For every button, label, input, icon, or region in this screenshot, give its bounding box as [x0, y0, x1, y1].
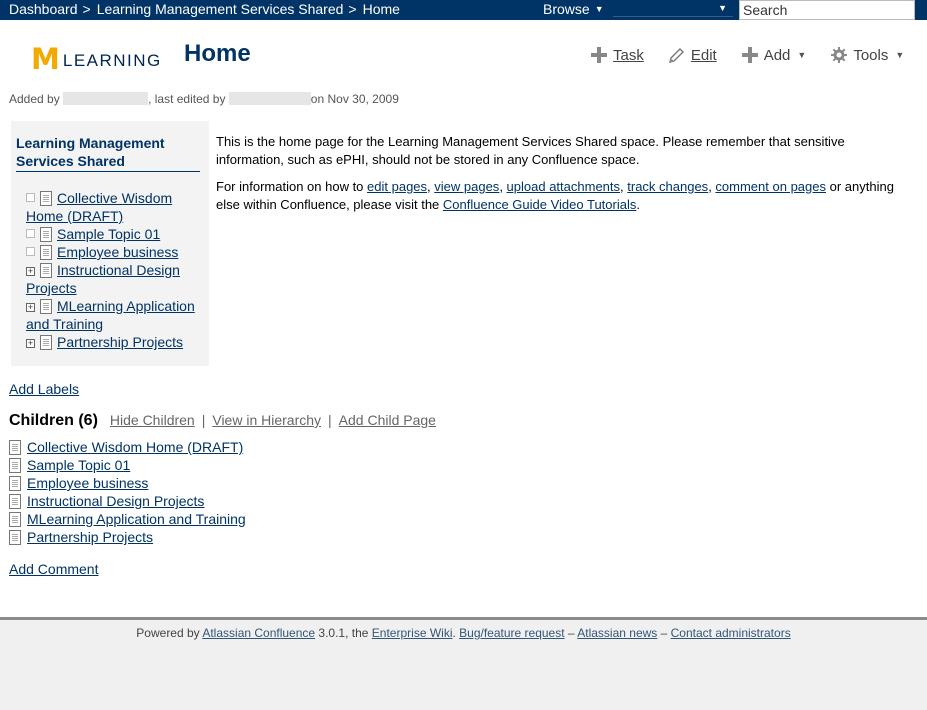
top-navigation-bar	[0, 0, 927, 20]
tree-item	[16, 333, 201, 351]
breadcrumb-dashboard[interactable]: Dashboard	[9, 1, 78, 17]
browse-label: Browse	[543, 1, 590, 17]
chevron-down-icon: ▼	[718, 3, 727, 13]
page-content	[216, 133, 906, 223]
tree-item	[16, 243, 201, 261]
add-comment-link[interactable]: Add Comment	[9, 561, 99, 577]
redacted-editor	[229, 92, 311, 105]
edit-button[interactable]	[668, 46, 717, 64]
expand-icon[interactable]: +	[27, 266, 34, 276]
link-upload-attachments[interactable]: upload attachments	[506, 179, 621, 194]
help-paragraph: For information on how to edit pages, view pages, upload attachments, track changes, comment on pages or anything else within Confluence, please visit the Confluence Guide Video Tutorials.	[216, 179, 894, 212]
task-button[interactable]	[590, 46, 644, 64]
page-actions	[590, 46, 927, 64]
list-item	[9, 492, 436, 510]
expand-icon[interactable]: +	[27, 302, 34, 312]
child-link[interactable]: Collective Wisdom Home (DRAFT)	[27, 439, 244, 455]
browse-menu[interactable]	[543, 1, 604, 17]
tree-link-mlearning-application[interactable]: MLearning Application and Training	[26, 298, 195, 332]
footer-bug-request-link[interactable]: Bug/feature request	[459, 626, 565, 640]
page-icon	[40, 245, 52, 260]
link-track-changes[interactable]: track changes	[627, 179, 709, 194]
breadcrumb-home[interactable]: Home	[362, 1, 400, 17]
logo-letter: M	[31, 42, 59, 76]
tree-link-instructional-design[interactable]: Instructional Design Projects	[26, 262, 180, 296]
help-text-prefix: For information on how to	[216, 179, 368, 194]
list-item	[9, 474, 436, 492]
help-text-middle: or anything else within Confluence, please visit the	[216, 179, 894, 212]
tree-toggle	[26, 229, 35, 238]
breadcrumb-space[interactable]: Learning Management Services Shared	[96, 1, 344, 17]
edit-label: Edit	[690, 46, 717, 64]
page-icon	[40, 191, 52, 206]
expand-icon[interactable]: +	[27, 338, 34, 348]
breadcrumb	[9, 1, 400, 17]
mlearning-logo[interactable]	[31, 42, 162, 76]
chevron-down-icon: ▼	[797, 50, 807, 60]
tree-link-sample-topic[interactable]: Sample Topic 01	[57, 226, 161, 242]
children-header	[9, 412, 436, 430]
link-guide-video-tutorials[interactable]: Confluence Guide Video Tutorials	[442, 197, 637, 212]
chevron-down-icon: ▼	[895, 50, 905, 60]
gear-icon	[830, 46, 848, 64]
footer-dash: –	[564, 626, 578, 640]
footer-powered-text: Powered by	[136, 626, 203, 640]
tree-toggle	[26, 247, 35, 256]
added-by-text: Added by	[9, 92, 60, 106]
tree-item	[16, 261, 201, 297]
tree-link-partnership-projects[interactable]: Partnership Projects	[57, 334, 184, 350]
child-link[interactable]: Instructional Design Projects	[27, 493, 205, 509]
page-icon	[9, 512, 21, 527]
plus-icon	[590, 46, 608, 64]
redacted-author	[63, 92, 148, 105]
footer-contact-admins-link[interactable]: Contact administrators	[670, 626, 791, 640]
children-list	[9, 438, 436, 546]
page-icon	[40, 299, 52, 314]
page-icon	[9, 530, 21, 545]
page-tree-sidebar	[11, 121, 209, 366]
tree-item	[16, 189, 201, 225]
link-view-pages[interactable]: view pages	[434, 179, 500, 194]
child-link[interactable]: MLearning Application and Training	[27, 511, 246, 527]
view-in-hierarchy-link[interactable]: View in Hierarchy	[212, 412, 322, 428]
footer-atlassian-news-link[interactable]: Atlassian news	[577, 626, 658, 640]
footer-confluence-link[interactable]: Atlassian Confluence	[202, 626, 316, 640]
page-title: Home	[184, 40, 251, 67]
search-input[interactable]	[739, 0, 915, 20]
page-icon	[40, 227, 52, 242]
footer-enterprise-wiki-link[interactable]: Enterprise Wiki	[371, 626, 453, 640]
tree-link-employee-business[interactable]: Employee business	[57, 244, 179, 260]
page-metadata	[9, 92, 399, 106]
tools-label: Tools	[853, 46, 889, 64]
sidebar-space-title[interactable]: Learning Management Services Shared	[16, 134, 200, 172]
page-icon	[9, 440, 21, 455]
footer-version-text: 3.0.1, the	[315, 626, 372, 640]
footer-dash: –	[657, 626, 671, 640]
children-section	[9, 412, 436, 546]
list-item	[9, 510, 436, 528]
list-item	[9, 528, 436, 546]
page-icon	[40, 263, 52, 278]
hide-children-link[interactable]: Hide Children	[109, 412, 195, 428]
chevron-down-icon: ▼	[594, 4, 604, 14]
add-child-page-link[interactable]: Add Child Page	[338, 412, 436, 428]
separator: |	[328, 412, 332, 428]
add-labels-link[interactable]: Add Labels	[9, 381, 80, 397]
page-tree	[16, 189, 201, 351]
child-link[interactable]: Partnership Projects	[27, 529, 154, 545]
page-icon	[9, 458, 21, 473]
tree-link-collective-wisdom[interactable]: Collective Wisdom Home (DRAFT)	[26, 190, 173, 224]
edit-date: on Nov 30, 2009	[310, 92, 399, 106]
add-menu-button[interactable]	[741, 46, 807, 64]
logo-text: LEARNING	[62, 50, 162, 70]
child-link[interactable]: Sample Topic 01	[27, 457, 131, 473]
plus-icon	[741, 46, 759, 64]
link-edit-pages[interactable]: edit pages	[367, 179, 428, 194]
page-icon	[9, 494, 21, 509]
separator: |	[201, 412, 206, 428]
link-comment-on-pages[interactable]: comment on pages	[715, 179, 826, 194]
space-selector[interactable]	[613, 0, 733, 17]
list-item	[9, 456, 436, 474]
page-icon	[9, 476, 21, 491]
intro-paragraph: This is the home page for the Learning Management Services Shared space. Please remember that sensitive information, such as ePHI, should not be stored in any Confluence space.	[216, 134, 845, 167]
tools-menu-button[interactable]	[830, 46, 904, 64]
task-label: Task	[613, 46, 644, 64]
breadcrumb-separator: >	[82, 1, 91, 17]
children-title: Children (6)	[9, 412, 98, 429]
breadcrumb-separator: >	[348, 1, 357, 17]
pencil-icon	[668, 46, 686, 64]
add-label: Add	[763, 46, 791, 64]
tree-item	[16, 225, 201, 243]
help-text-end: .	[636, 197, 640, 212]
list-item	[9, 438, 436, 456]
footer: Powered by Atlassian Confluence 3.0.1, the Enterprise Wiki. Bug/feature request – Atlassian news – Contact administrators	[0, 617, 927, 710]
child-link[interactable]: Employee business	[27, 475, 149, 491]
last-edited-text: , last edited by	[148, 92, 226, 106]
tree-item	[16, 297, 201, 333]
page-icon	[40, 335, 52, 350]
tree-toggle	[26, 193, 35, 202]
